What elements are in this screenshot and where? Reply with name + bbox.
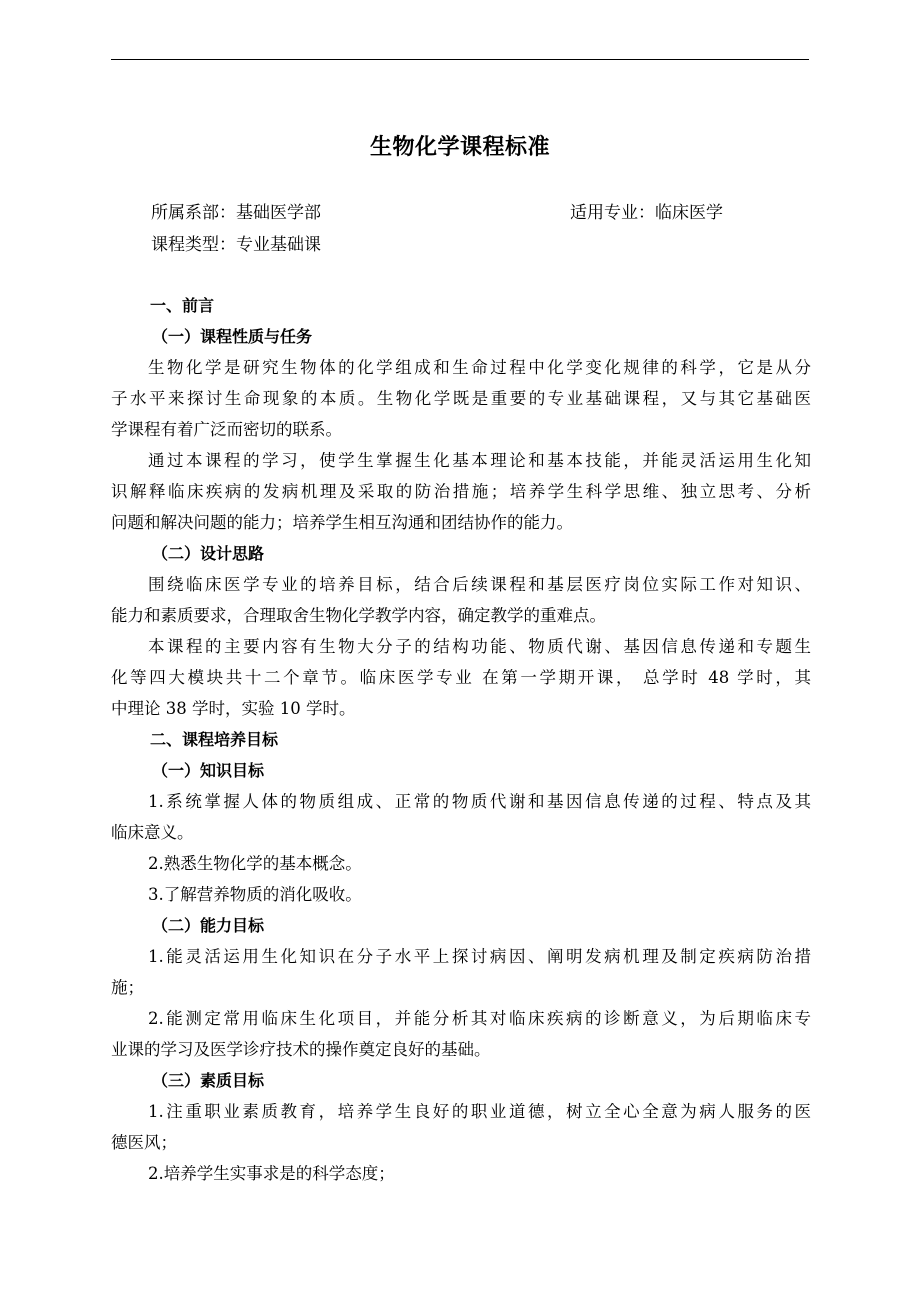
subsection-heading-ability: （二）能力目标: [152, 916, 265, 935]
paragraph-design-2: [111, 631, 811, 724]
list-item-ability-2: [111, 1003, 811, 1065]
document-title: 生物化学课程标准: [369, 135, 550, 160]
paragraph-line: 生物化学是研究生物体的化学组成和生命过程中化学变化规律的科学，它是从分: [148, 358, 811, 377]
subsection-heading-design: （二）设计思路: [152, 544, 265, 563]
paragraph-line: 2.能测定常用临床生化项目，并能分析其对临床疾病的诊断意义，为后期临床专: [148, 1009, 811, 1028]
paragraph-line: 围绕临床医学专业的培养目标，结合后续课程和基层医疗岗位实际工作对知识、: [148, 575, 811, 594]
subsection-heading-knowledge: （一）知识目标: [152, 761, 265, 780]
paragraph-line: 识解释临床疾病的发病机理及采取的防治措施；培养学生科学思维、独立思考、分析: [111, 482, 811, 501]
paragraph-line: 1.系统掌握人体的物质组成、正常的物质代谢和基因信息传递的过程、特点及其: [148, 792, 811, 811]
paragraph-line: 通过本课程的学习，使学生掌握生化基本理论和基本技能，并能灵活运用生化知: [148, 451, 811, 470]
header-rule: [111, 59, 809, 60]
paragraph-line: 业课的学习及医学诊疗技术的操作奠定良好的基础。: [111, 1040, 491, 1059]
paragraph-line: 1.注重职业素质教育，培养学生良好的职业道德，树立全心全意为病人服务的医: [148, 1102, 811, 1121]
paragraph-design-1: [111, 569, 811, 631]
paragraph-nature-2: [111, 445, 811, 538]
paragraph-line: 问题和解决问题的能力；培养学生相互沟通和团结协作的能力。: [111, 513, 573, 532]
paragraph-line: 学课程有着广泛而密切的联系。: [111, 420, 342, 439]
paragraph-nature-1: [111, 352, 811, 445]
document-body: [111, 290, 811, 1189]
list-item-ability-1: [111, 941, 811, 1003]
paragraph-line: 临床意义。: [111, 823, 194, 842]
list-item-quality-1: [111, 1096, 811, 1158]
paragraph-line: 1.能灵活运用生化知识在分子水平上探讨病因、阐明发病机理及制定疾病防治措: [148, 947, 811, 966]
section-heading-goals: 二、课程培养目标: [150, 730, 279, 749]
subsection-heading-nature: （一）课程性质与任务: [152, 327, 313, 346]
list-item-quality-2: 2.培养学生实事求是的科学态度；: [148, 1164, 395, 1183]
paragraph-line: 化等四大模块共十二个章节。临床医学专业 在第一学期开课， 总学时 48 学时，其: [111, 668, 811, 687]
major-field: 适用专业：临床医学: [570, 203, 723, 223]
list-item-knowledge-1: [111, 786, 811, 848]
paragraph-line: 施；: [111, 978, 144, 997]
section-heading-preface: 一、前言: [150, 296, 215, 315]
department-field: 所属系部：基础医学部: [151, 203, 321, 223]
course-type-field: 课程类型：专业基础课: [151, 235, 321, 255]
paragraph-line: 子水平来探讨生命现象的本质。生物化学既是重要的专业基础课程，又与其它基础医: [111, 389, 811, 408]
paragraph-line: 德医风；: [111, 1133, 177, 1152]
paragraph-line: 中理论 38 学时，实验 10 学时。: [111, 699, 356, 718]
subsection-heading-quality: （三）素质目标: [152, 1071, 265, 1090]
list-item-knowledge-3: 3.了解营养物质的消化吸收。: [148, 885, 362, 904]
paragraph-line: 能力和素质要求，合理取舍生物化学教学内容，确定教学的重难点。: [111, 606, 606, 625]
paragraph-line: 本课程的主要内容有生物大分子的结构功能、物质代谢、基因信息传递和专题生: [148, 637, 811, 656]
list-item-knowledge-2: 2.熟悉生物化学的基本概念。: [148, 854, 362, 873]
